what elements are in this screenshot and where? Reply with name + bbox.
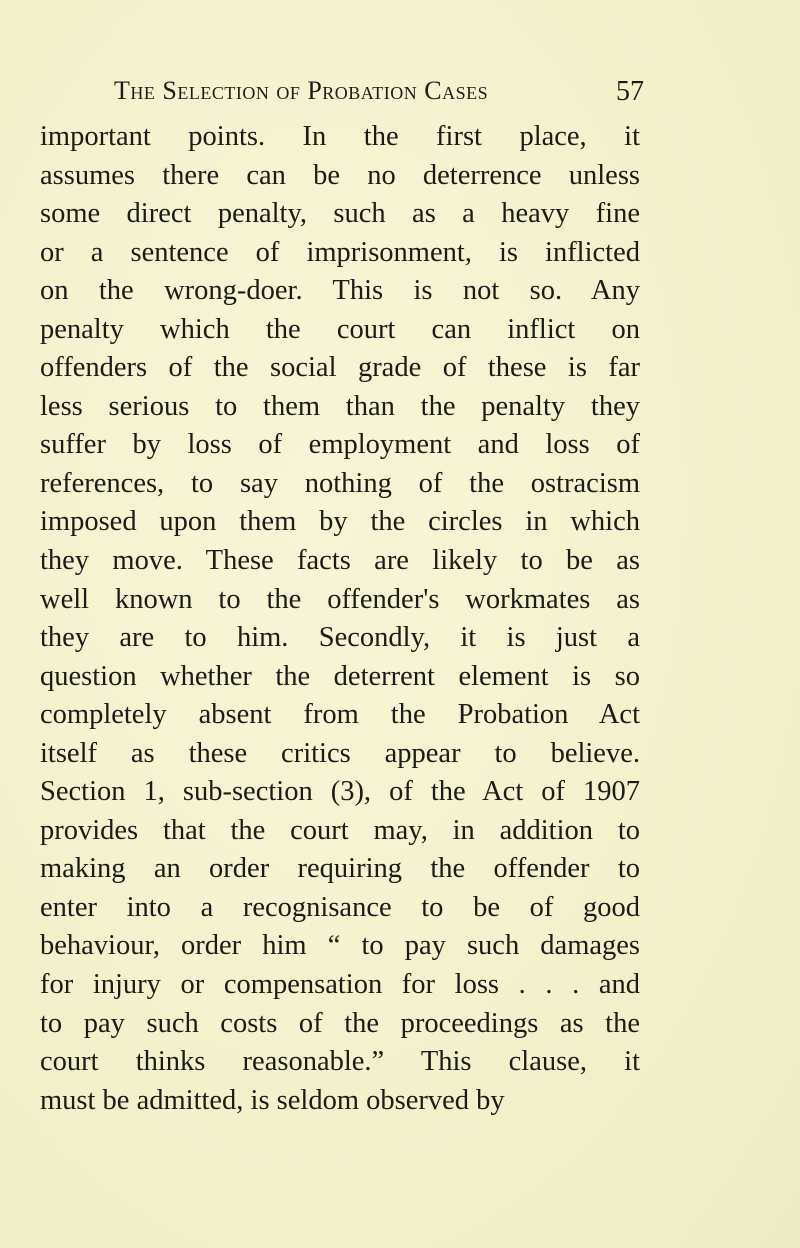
text-line: offenders of the social grade of these is far xyxy=(40,352,640,384)
page-number: 57 xyxy=(616,76,644,107)
text-line: behaviour, order him “ to pay such damages xyxy=(40,930,640,962)
running-head: The Selection of Probation Cases xyxy=(114,76,489,105)
text-line: completely absent from the Probation Act xyxy=(40,699,640,731)
body-text xyxy=(40,118,640,1120)
page-header xyxy=(114,76,644,110)
text-line: assumes there can be no deterrence unless xyxy=(40,159,640,191)
text-line: penalty which the court can inflict on xyxy=(40,313,640,345)
text-line: must be admitted, is seldom observed by xyxy=(40,1084,505,1116)
text-line: court thinks reasonable.” This clause, it xyxy=(40,1046,640,1078)
text-line: suffer by loss of employment and loss of xyxy=(40,429,640,461)
text-line: question whether the deterrent element is so xyxy=(40,660,640,692)
text-line: references, to say nothing of the ostracism xyxy=(40,467,640,499)
text-line: well known to the offender's workmates as xyxy=(40,583,640,615)
text-line: provides that the court may, in addition to xyxy=(40,814,640,846)
text-line: for injury or compensation for loss . . . and xyxy=(40,969,640,1001)
text-line: making an order requiring the offender to xyxy=(40,853,640,885)
text-line: less serious to them than the penalty they xyxy=(40,390,640,422)
text-line: or a sentence of imprisonment, is inflicted xyxy=(40,236,640,268)
text-line: they move. These facts are likely to be as xyxy=(40,545,640,577)
text-line: to pay such costs of the proceedings as the xyxy=(40,1007,640,1039)
text-line: enter into a recognisance to be of good xyxy=(40,891,640,923)
text-line: some direct penalty, such as a heavy fine xyxy=(40,198,640,230)
text-line: imposed upon them by the circles in which xyxy=(40,506,640,538)
text-line: on the wrong-doer. This is not so. Any xyxy=(40,275,640,307)
text-line: they are to him. Secondly, it is just a xyxy=(40,622,640,654)
text-line: itself as these critics appear to believe. xyxy=(40,737,640,769)
text-line: important points. In the first place, it xyxy=(40,121,640,152)
text-line: Section 1, sub-section (3), of the Act of 1907 xyxy=(40,776,640,808)
